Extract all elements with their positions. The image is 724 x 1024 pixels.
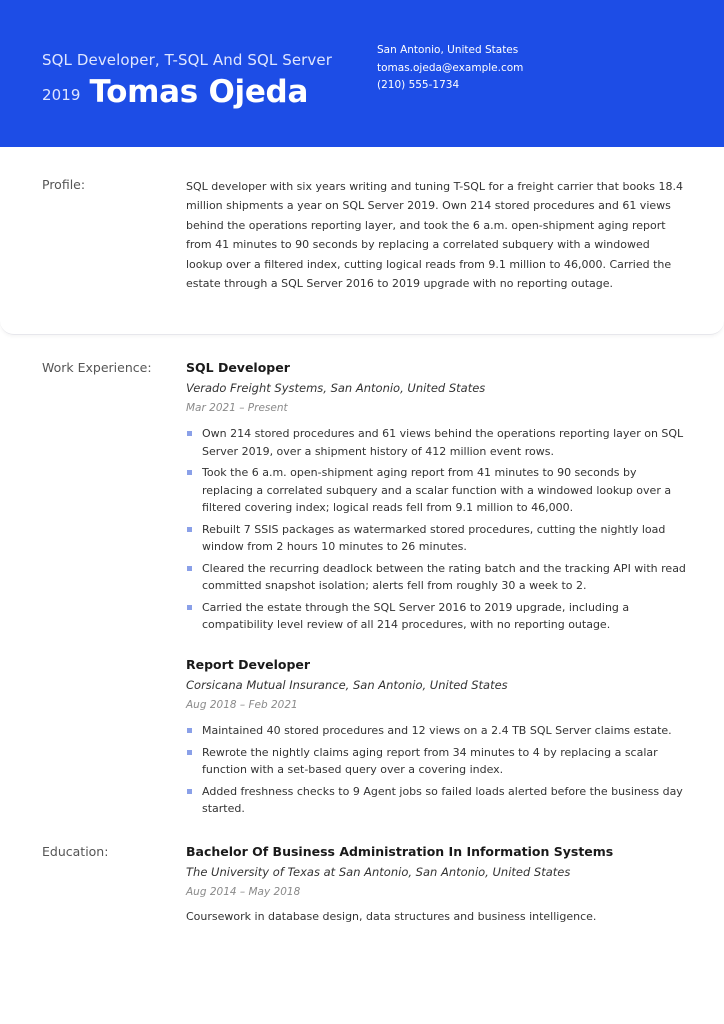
job-bullets [186,425,686,634]
list-item: Added freshness checks to 9 Agent jobs so failed loads alerted before the business day started. [186,783,686,818]
work-experience-label: Work Experience: [42,360,152,375]
job-title: Report Developer [186,657,311,672]
job-bullets [186,722,686,818]
contact-email[interactable]: tomas.ojeda@example.com [377,61,524,74]
list-item: Rebuilt 7 SSIS packages as watermarked stored procedures, cutting the nightly load window from 2 hours 10 minutes to 26 minutes. [186,521,686,556]
profile-label: Profile: [42,177,86,192]
list-item: Cleared the recurring deadlock between the rating batch and the tracking API with read committed snapshot isolation; alerts fell from roughly 30 a week to 2. [186,560,686,595]
education-dates: Aug 2014 – May 2018 [186,886,301,898]
education-description: Coursework in database design, data structures and business intelligence. [186,910,597,923]
degree-title: Bachelor Of Business Administration In Information Systems [186,844,614,859]
job-title-continued: 2019 [42,86,81,104]
job-company: Corsicana Mutual Insurance, San Antonio, United States [186,678,508,692]
resume-header [0,0,724,147]
education-label: Education: [42,844,109,859]
contact-info [377,42,523,95]
contact-phone[interactable]: (210) 555-1734 [377,79,460,91]
job-entry [186,655,686,822]
job-title: SQL Developer, T-SQL And SQL Server [42,51,332,69]
job-title: SQL Developer [186,360,290,375]
education-entry [186,842,686,926]
header-title-block [42,50,362,113]
school-name: The University of Texas at San Antonio, San Antonio, United States [186,865,571,879]
profile-text: SQL developer with six years writing and tuning T-SQL for a freight carrier that books 18.4 million shipments a year on SQL Server 2019. Own 214 stored procedures and 61 views behind the operations reporting layer, and took the 6 a.m. open-shipment aging report from 41 minutes to 90 seconds by replacing a correlated subquery with a windowed lookup over a filtered index, cutting logical reads from 9.1 million to 46,000. Carried the estate through a SQL Server 2016 to 2019 upgrade with no reporting outage. [186,180,683,291]
list-item: Maintained 40 stored procedures and 12 views on a 2.4 TB SQL Server claims estate. [186,722,686,740]
job-company: Verado Freight Systems, San Antonio, United States [186,381,486,395]
job-dates: Aug 2018 – Feb 2021 [186,699,298,711]
list-item: Took the 6 a.m. open-shipment aging report from 41 minutes to 90 seconds by replacing a correlated subquery and a scalar function with a windowed lookup over a filtered covering index; logical reads fell from 9.1 million to 46,000. [186,464,686,517]
list-item: Carried the estate through the SQL Server 2016 to 2019 upgrade, including a compatibility level review of all 214 procedures, with no reporting outage. [186,599,686,634]
list-item: Own 214 stored procedures and 61 views behind the operations reporting layer on SQL Server 2019, over a shipment history of 412 million event rows. [186,425,686,460]
candidate-name: Tomas Ojeda [89,74,309,110]
job-dates: Mar 2021 – Present [186,402,288,414]
list-item: Rewrote the nightly claims aging report from 34 minutes to 4 by replacing a scalar function with a set-based query over a covering index. [186,744,686,779]
contact-location: San Antonio, United States [377,44,519,56]
job-entry [186,358,686,638]
